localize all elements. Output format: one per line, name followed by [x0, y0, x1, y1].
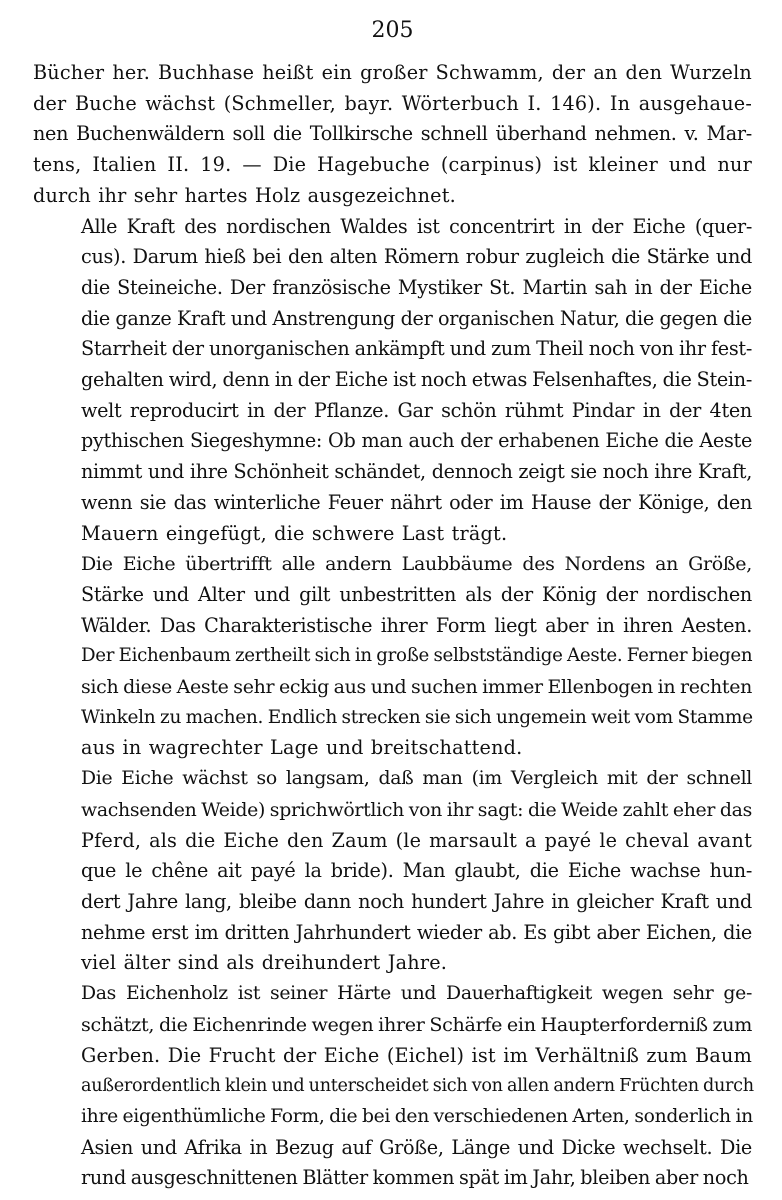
text-line: ihre eigenthümliche Form, die bei den verschiedenen Arten, sonderlich in [81, 1105, 753, 1127]
text-line: der Buche wächst (Schmeller, bayr. Wörterbuch I. 146). In ausgehaue- [33, 91, 752, 115]
text-line: Starrheit der unorganischen ankämpft und zum Theil noch von ihr fest- [81, 337, 752, 361]
text-line: Das Eichenholz ist seiner Härte und Dauerhaftigkeit wegen sehr ge- [81, 983, 752, 1005]
text-line: pythischen Siegeshymne: Ob man auch der erhabenen Eiche die Aeste [81, 429, 752, 453]
page-number: 205 [371, 18, 414, 43]
text-line: Pferd, als die Eiche den Zaum (le marsault a payé le cheval avant [81, 828, 752, 852]
text-line: Die Eiche übertrifft alle andern Laubbäume des Nordens an Größe, [81, 553, 752, 576]
text-line: außerordentlich klein und unterscheidet sich von allen andern Früchten durch [81, 1076, 754, 1097]
body-text [33, 58, 752, 1194]
text-line: Alle Kraft des nordischen Waldes ist concentrirt in der Eiche (quer- [81, 214, 752, 238]
text-line: tens, Italien II. 19. — Die Hagebuche (carpinus) ist kleiner und nur [33, 153, 752, 177]
text-line: nehme erst im dritten Jahrhundert wieder ab. Es gibt aber Eichen, die [81, 920, 752, 944]
text-line: Gerben. Die Frucht der Eiche (Eichel) ist im Verhältniß zum Baum [81, 1043, 752, 1067]
text-line: Die Eiche wächst so langsam, daß man (im Vergleich mit der schnell [81, 768, 752, 790]
text-line: Asien und Afrika in Bezug auf Größe, Länge und Dicke wechselt. Die [81, 1135, 752, 1159]
text-line: durch ihr sehr hartes Holz ausgezeichnet. [33, 183, 456, 207]
text-line: schätzt, die Eichenrinde wegen ihrer Schärfe ein Haupterforderniß zum [81, 1012, 752, 1036]
paragraph [33, 58, 752, 212]
text-line: nimmt und ihre Schönheit schändet, dennoch zeigt sie noch ihre Kraft, [81, 460, 752, 484]
text-line: sich diese Aeste sehr eckig aus und suchen immer Ellenbogen in rechten [81, 676, 752, 699]
text-line: welt reproducirt in der Pflanze. Gar schön rühmt Pindar in der 4ten [81, 398, 752, 422]
text-line: Wälder. Das Charakteristische ihrer Form liegt aber in ihren Aesten. [81, 613, 752, 637]
text-line: Bücher her. Buchhase heißt ein großer Schwamm, der an den Wurzeln [33, 61, 752, 84]
text-line: wenn sie das winterliche Feuer nährt oder im Hause der Könige, den [81, 490, 752, 514]
text-line: die Steineiche. Der französische Mystiker St. Martin sah in der Eiche [81, 275, 752, 299]
text-line: que le chêne ait payé la bride). Man glaubt, die Eiche wachse hun- [81, 859, 752, 883]
text-line: dert Jahre lang, bleibe dann noch hundert Jahre in gleicher Kraft und [81, 889, 752, 913]
text-line: cus). Darum hieß bei den alten Römern robur zugleich die Stärke und [81, 245, 752, 269]
text-line: Mauern eingefügt, die schwere Last trägt. [81, 521, 508, 545]
text-line: viel älter sind als dreihundert Jahre. [81, 951, 448, 975]
paragraph [33, 764, 752, 979]
text-line: aus in wagrechter Lage und breitschattend. [81, 736, 523, 760]
text-line: wachsenden Weide) sprichwörtlich von ihr sagt: die Weide zahlt eher das [81, 798, 752, 821]
text-line: Der Eichenbaum zertheilt sich in große selbstständige Aeste. Ferner biegen [81, 645, 753, 667]
text-line: gehalten wird, denn in der Eiche ist noch etwas Felsenhaftes, die Stein- [81, 368, 752, 392]
paragraph [33, 979, 752, 1194]
text-line: rund ausgeschnittenen Blätter kommen spät im Jahr, bleiben aber noch [81, 1166, 749, 1190]
text-line: die ganze Kraft und Anstrengung der organischen Natur, die gegen die [81, 306, 752, 330]
text-line: Winkeln zu machen. Endlich strecken sie sich ungemein weit vom Stamme [81, 706, 753, 728]
paragraph [33, 549, 752, 764]
paragraph [33, 212, 752, 550]
text-line: Stärke und Alter und gilt unbestritten als der König der nordischen [81, 582, 752, 606]
text-line: nen Buchenwäldern soll die Tollkirsche schnell überhand nehmen. v. Mar- [33, 122, 752, 146]
